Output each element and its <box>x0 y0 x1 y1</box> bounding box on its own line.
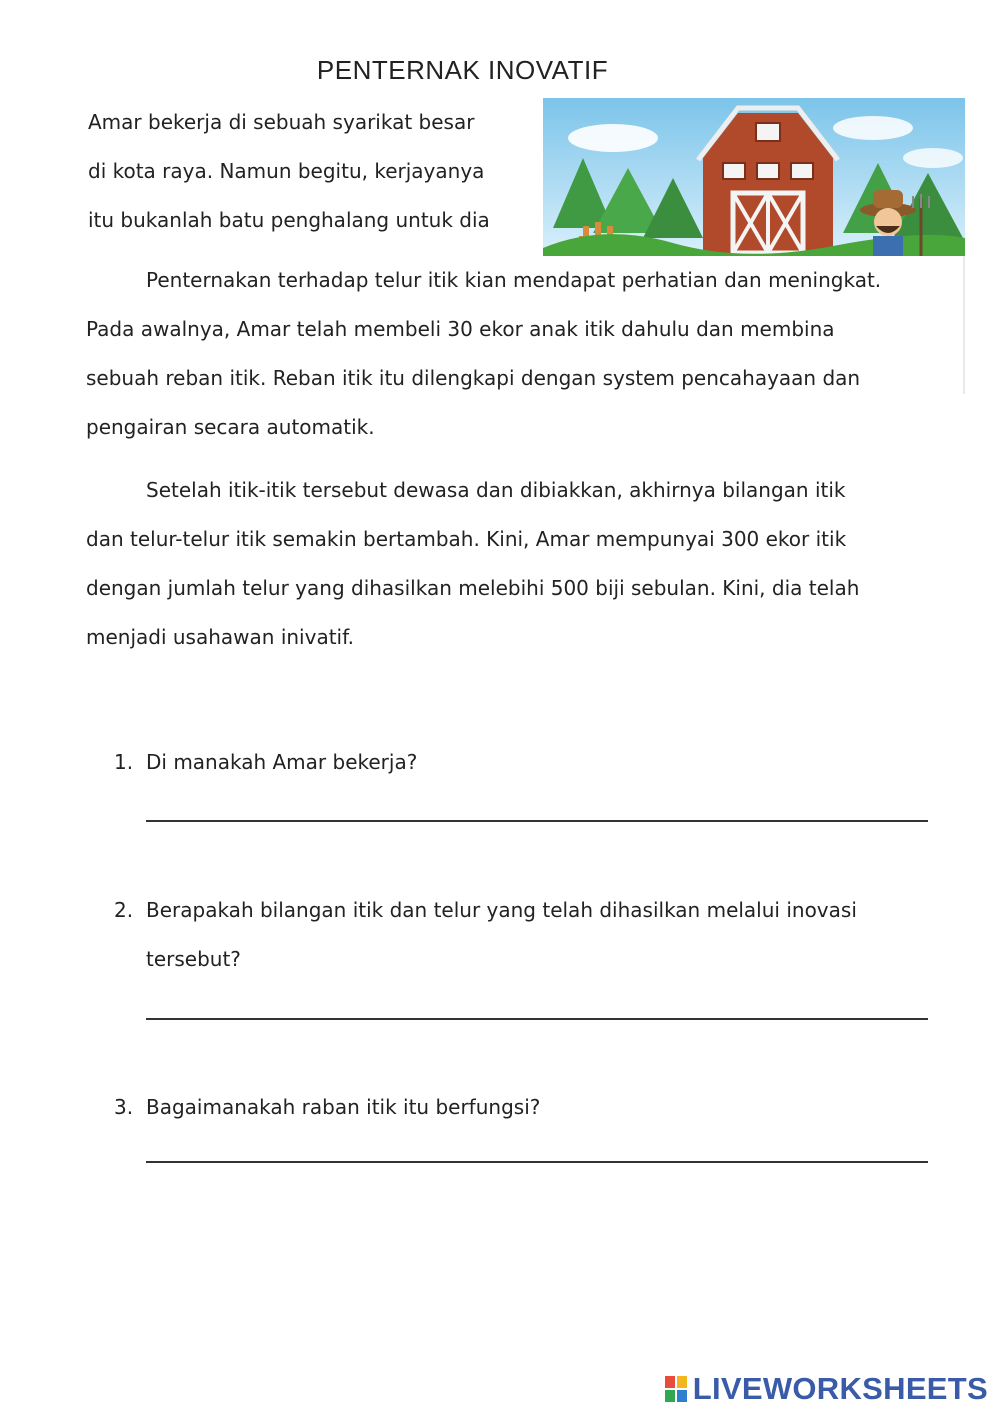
intro-line: Amar bekerja di sebuah syarikat besar <box>88 110 475 134</box>
paragraph-line: dengan jumlah telur yang dihasilkan melebihi 500 biji sebulan. Kini, dia telah <box>86 576 860 600</box>
paragraph-line: Penternakan terhadap telur itik kian mendapat perhatian dan meningkat. <box>146 268 882 292</box>
answer-line-3[interactable] <box>146 1161 928 1163</box>
image-frame-edge <box>963 256 965 394</box>
paragraph-line: sebuah reban itik. Reban itik itu dilengkapi dengan system pencahayaan dan <box>86 366 861 390</box>
liveworksheets-logo-icon <box>665 1376 687 1402</box>
liveworksheets-logo <box>665 1372 988 1406</box>
paragraph-line: pengairan secara automatik. <box>86 415 375 439</box>
paragraph-1 <box>86 256 956 452</box>
intro-text <box>88 98 528 245</box>
barn-icon <box>698 108 838 253</box>
question-text: Berapakah bilangan itik dan telur yang telah dihasilkan melalui inovasi <box>146 898 857 922</box>
paragraph-line: Setelah itik-itik tersebut dewasa dan dibiakkan, akhirnya bilangan itik <box>146 478 846 502</box>
farm-illustration <box>543 98 965 256</box>
answer-line-1[interactable] <box>146 820 928 822</box>
question-number: 1. <box>114 750 134 774</box>
question-number: 3. <box>114 1095 134 1119</box>
paragraph-2 <box>86 466 956 662</box>
paragraph-line: menjadi usahawan inivatif. <box>86 625 355 649</box>
intro-line: itu bukanlah batu penghalang untuk dia <box>88 208 490 232</box>
brand-name: LIVEWORKSHEETS <box>692 1371 988 1406</box>
question-number: 2. <box>114 898 134 922</box>
question-text: Bagaimanakah raban itik itu berfungsi? <box>146 1095 541 1119</box>
intro-line: di kota raya. Namun begitu, kerjayanya <box>88 159 485 183</box>
question-text: Di manakah Amar bekerja? <box>146 750 418 774</box>
paragraph-line: Pada awalnya, Amar telah membeli 30 ekor anak itik dahulu dan membina <box>86 317 835 341</box>
page-title: PENTERNAK INOVATIF <box>316 55 609 85</box>
question-text: tersebut? <box>146 947 241 971</box>
farm-barn-image <box>543 98 965 256</box>
paragraph-line: dan telur-telur itik semakin bertambah. Kini, Amar mempunyai 300 ekor itik <box>86 527 847 551</box>
answer-line-2[interactable] <box>146 1018 928 1020</box>
